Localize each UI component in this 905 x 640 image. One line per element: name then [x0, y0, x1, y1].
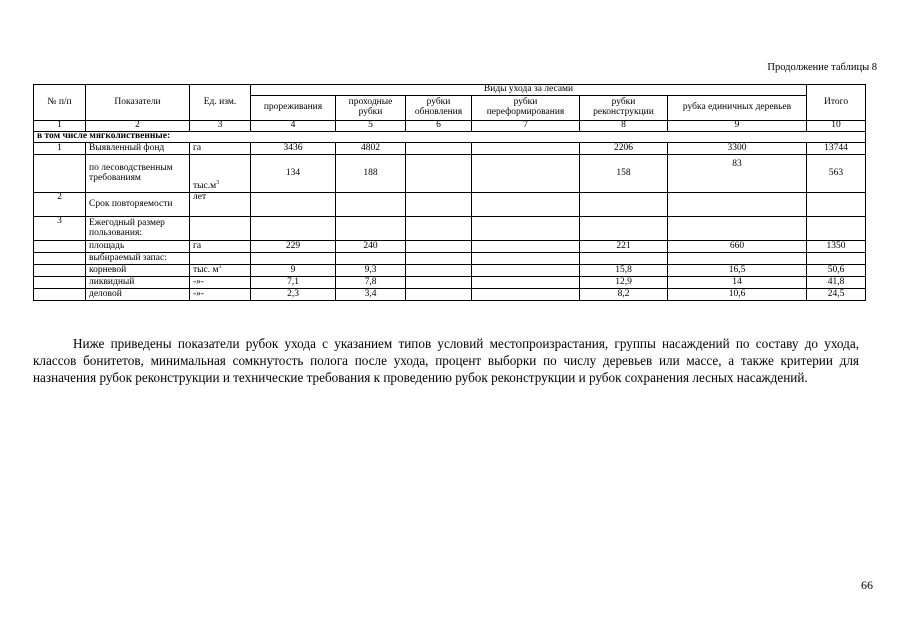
cell-value — [336, 217, 406, 241]
colnum-cell: 5 — [336, 121, 406, 132]
cell-value: 14 — [668, 277, 807, 289]
header-c9: рубка единичных деревьев — [668, 96, 807, 121]
table-row — [34, 155, 866, 193]
table-row — [34, 265, 866, 277]
colnum-cell: 1 — [34, 121, 86, 132]
cell-value — [807, 253, 866, 265]
table-row — [34, 193, 866, 217]
header-c7: рубки переформирования — [472, 96, 580, 121]
colnum-cell: 4 — [251, 121, 336, 132]
body-paragraph: Ниже приведены показатели рубок ухода с указанием типов условий местопроизрастания, группы насаждений по составу до ухода, классов бонитетов, минимальная сомкнутость полога после ухода, процент выборки по числу деревьев или массе, а также критерии для назначения рубок реконструкции и технические требования к проведению рубок реконструкции и рубок сохранения лесных насаждений. — [33, 336, 859, 386]
cell-value: 158 — [580, 155, 668, 193]
row-name: выбираемый запас: — [86, 253, 190, 265]
cell-value: 13744 — [807, 143, 866, 155]
unit-superscript: 3 — [218, 263, 222, 270]
table-row — [34, 253, 866, 265]
colnum-cell: 9 — [668, 121, 807, 132]
section-heading: в том числе мягколиственные: — [34, 132, 866, 143]
table-row — [34, 241, 866, 253]
cell-value — [336, 193, 406, 217]
row-num — [34, 155, 86, 193]
cell-value — [406, 265, 472, 277]
row-name: Срок повторяемости — [86, 193, 190, 217]
row-unit: га — [190, 241, 251, 253]
cell-value — [406, 241, 472, 253]
row-unit: лет — [190, 193, 251, 217]
cell-value — [406, 253, 472, 265]
cell-value: 7,1 — [251, 277, 336, 289]
cell-value: 12,9 — [580, 277, 668, 289]
cell-value — [251, 217, 336, 241]
colnum-cell: 8 — [580, 121, 668, 132]
row-num — [34, 241, 86, 253]
cell-value: 2,3 — [251, 289, 336, 301]
row-name: корневой — [86, 265, 190, 277]
cell-value: 8,2 — [580, 289, 668, 301]
cell-value: 24,5 — [807, 289, 866, 301]
table-row — [34, 217, 866, 241]
header-group: Виды ухода за лесами — [251, 85, 807, 96]
row-name: Выявленный фонд — [86, 143, 190, 155]
row-num — [34, 253, 86, 265]
cell-value: 4802 — [336, 143, 406, 155]
row-name: ликвидный — [86, 277, 190, 289]
unit-text: тыс.м — [193, 181, 217, 192]
row-name: по лесоводственным требованиям — [86, 155, 190, 193]
row-num: 1 — [34, 143, 86, 155]
cell-value — [472, 253, 580, 265]
row-unit — [190, 155, 251, 193]
continuation-label: Продолжение таблицы 8 — [767, 62, 877, 73]
cell-value: 221 — [580, 241, 668, 253]
cell-value — [807, 193, 866, 217]
cell-value — [807, 217, 866, 241]
cell-value: 41,8 — [807, 277, 866, 289]
cell-value: 188 — [336, 155, 406, 193]
cell-value — [472, 217, 580, 241]
cell-value: 3300 — [668, 143, 807, 155]
cell-value — [472, 241, 580, 253]
row-unit — [190, 265, 251, 277]
cell-value: 50,6 — [807, 265, 866, 277]
cell-value: 15,8 — [580, 265, 668, 277]
cell-value: 134 — [251, 155, 336, 193]
row-name: площадь — [86, 241, 190, 253]
cell-value — [472, 277, 580, 289]
colnum-cell: 10 — [807, 121, 866, 132]
cell-value — [668, 193, 807, 217]
cell-value — [406, 155, 472, 193]
colnum-cell: 3 — [190, 121, 251, 132]
cell-value: 3,4 — [336, 289, 406, 301]
cell-value — [580, 217, 668, 241]
cell-value — [472, 289, 580, 301]
column-number-row — [34, 121, 866, 132]
unit-text: тыс. м — [193, 264, 219, 275]
cell-value: 2206 — [580, 143, 668, 155]
cell-value — [472, 265, 580, 277]
colnum-cell: 6 — [406, 121, 472, 132]
row-name: Ежегодный размер пользования: — [86, 217, 190, 241]
cell-value — [580, 193, 668, 217]
cell-value: 3436 — [251, 143, 336, 155]
header-unit: Ед. изм. — [190, 85, 251, 121]
cell-value: 9,3 — [336, 265, 406, 277]
cell-value: 7,8 — [336, 277, 406, 289]
unit-superscript: 3 — [216, 179, 220, 186]
row-num — [34, 265, 86, 277]
row-num — [34, 277, 86, 289]
header-indicators: Показатели — [86, 85, 190, 121]
page-number: 66 — [861, 578, 873, 592]
cell-value — [472, 143, 580, 155]
cell-value — [580, 253, 668, 265]
row-name: деловой — [86, 289, 190, 301]
cell-value — [472, 193, 580, 217]
cell-value — [406, 193, 472, 217]
cell-value: 10,6 — [668, 289, 807, 301]
cell-value — [251, 253, 336, 265]
header-c5: проходные рубки — [336, 96, 406, 121]
cell-value: 1350 — [807, 241, 866, 253]
cell-value — [668, 253, 807, 265]
cell-value — [668, 217, 807, 241]
row-unit: -»- — [190, 289, 251, 301]
cell-value — [406, 289, 472, 301]
cell-value: 563 — [807, 155, 866, 193]
forest-care-table — [33, 84, 866, 301]
cell-value: 83 — [668, 155, 807, 193]
cell-value — [406, 217, 472, 241]
header-c4: прореживания — [251, 96, 336, 121]
cell-value — [251, 193, 336, 217]
cell-value: 660 — [668, 241, 807, 253]
header-c8: рубки реконструкции — [580, 96, 668, 121]
cell-value: 240 — [336, 241, 406, 253]
header-num: № п/п — [34, 85, 86, 121]
cell-value: 9 — [251, 265, 336, 277]
table-row — [34, 277, 866, 289]
colnum-cell: 7 — [472, 121, 580, 132]
row-num: 3 — [34, 217, 86, 241]
cell-value — [406, 277, 472, 289]
row-unit: га — [190, 143, 251, 155]
table-row — [34, 289, 866, 301]
row-unit: -»- — [190, 277, 251, 289]
table-row — [34, 143, 866, 155]
cell-value — [406, 143, 472, 155]
row-num — [34, 289, 86, 301]
row-unit — [190, 217, 251, 241]
cell-value: 229 — [251, 241, 336, 253]
row-num: 2 — [34, 193, 86, 217]
header-total: Итого — [807, 85, 866, 121]
cell-value: 16,5 — [668, 265, 807, 277]
colnum-cell: 2 — [86, 121, 190, 132]
header-c6: рубки обновления — [406, 96, 472, 121]
cell-value — [472, 155, 580, 193]
cell-value — [336, 253, 406, 265]
